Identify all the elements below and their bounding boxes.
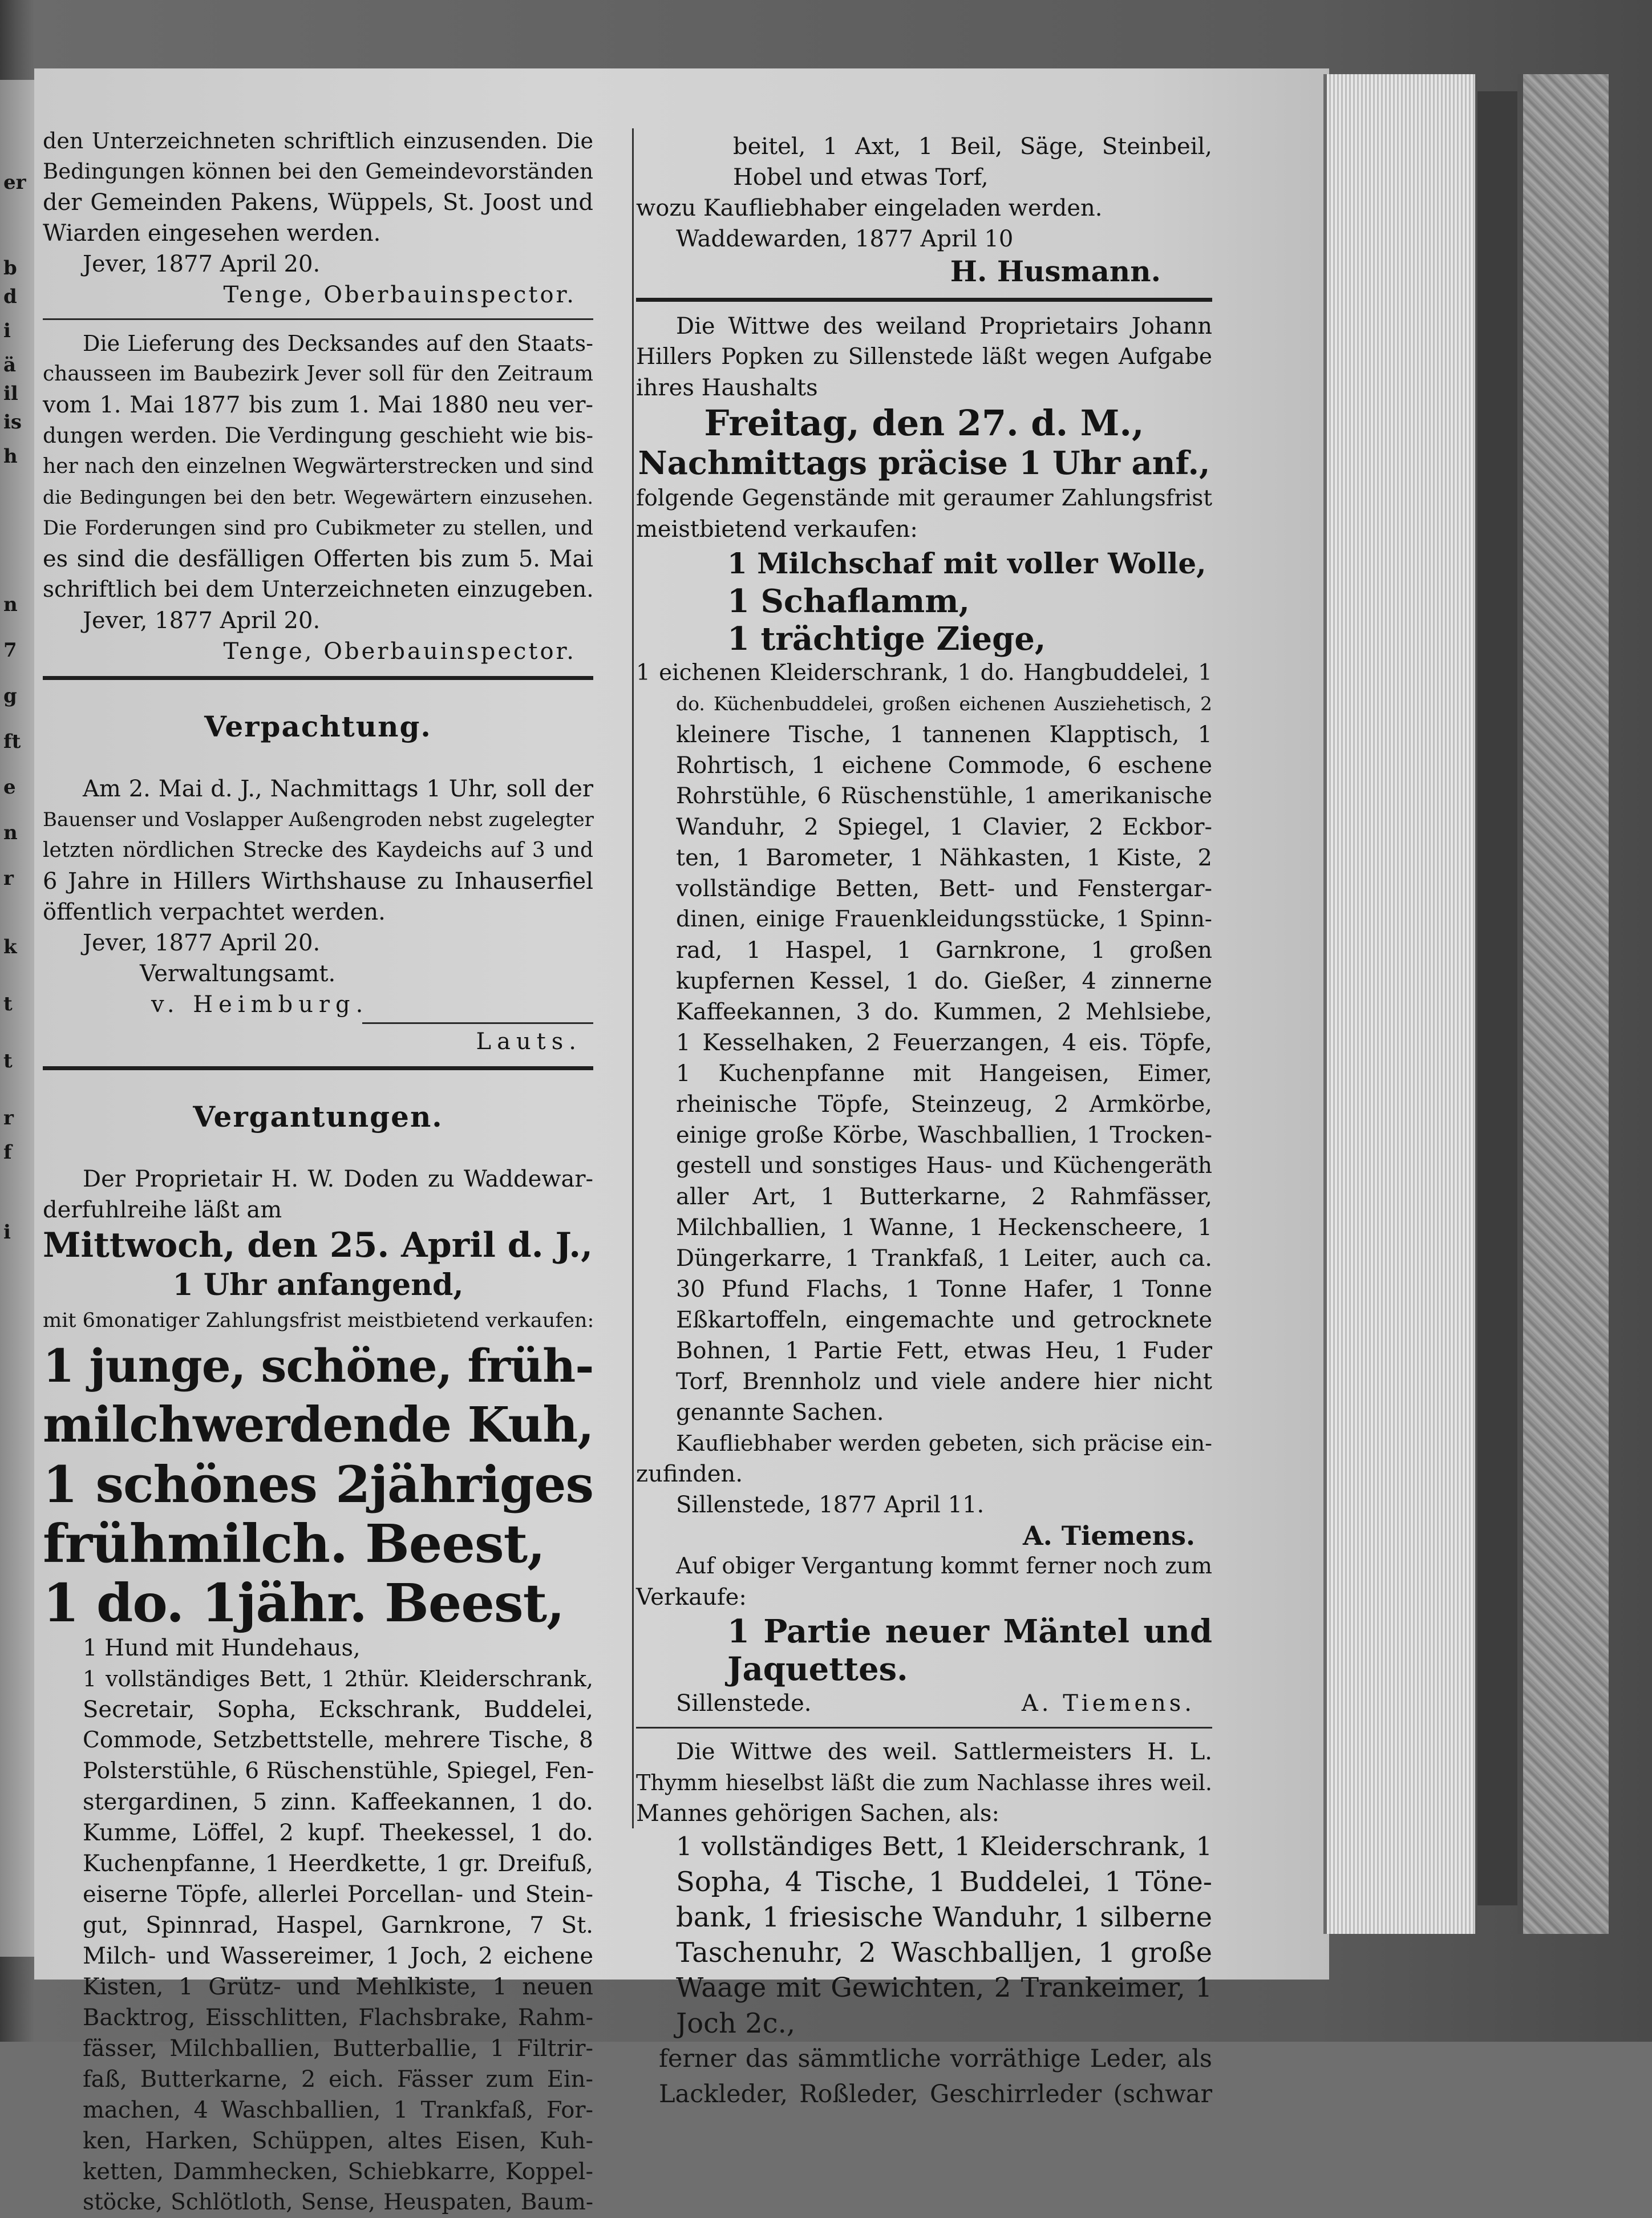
text-line: Thymm hieselbst läßt die zum Nachlasse ihres weil.	[636, 1770, 1212, 1795]
item-line: Backtrog, Eisschlitten, Flachsbrake, Rahm-	[83, 2005, 593, 2031]
auction-item-large: 1 Schaflamm,	[727, 582, 970, 620]
item-line: bank, 1 friesische Wanduhr, 1 silberne	[676, 1901, 1212, 1933]
margin-fragment: er	[3, 171, 26, 194]
item-line: 1 Kuchenpfanne mit Hangeisen, Eimer,	[676, 1061, 1212, 1087]
margin-fragment: f	[3, 1141, 12, 1164]
item-line: Taschenuhr, 2 Waschballjen, 1 große	[676, 1937, 1212, 1969]
item-line: ketten, Dammhecken, Schiebkarre, Koppel-	[83, 2159, 593, 2185]
text-line: Die Wittwe des weiland Proprietairs Johann	[676, 313, 1212, 339]
item-line: gut, Spinnrad, Haspel, Garnkrone, 7 St.	[83, 1912, 593, 1938]
item-line: einige große Körbe, Waschballien, 1 Trocken-	[676, 1122, 1212, 1148]
item-line: Hobel und etwas Torf,	[733, 164, 989, 191]
item-line: Sopha, 4 Tische, 1 Buddelei, 1 Töne-	[676, 1866, 1212, 1898]
text-line: Kaufliebhaber werden gebeten, sich präcise ein-	[676, 1431, 1212, 1456]
dateline: Sillenstede.	[676, 1690, 812, 1717]
notice-vergantung-popken	[636, 311, 1212, 1551]
margin-fragment: 7	[3, 639, 17, 662]
dateline: Waddewarden, 1877 April 10	[676, 226, 1014, 252]
item-line: aller Art, 1 Butterkarne, 2 Rahmfässer,	[676, 1184, 1212, 1210]
margin-fragment: h	[3, 445, 18, 468]
signature: Lauts.	[476, 1029, 582, 1055]
office-name: Verwaltungsamt.	[140, 961, 336, 987]
column-divider	[632, 128, 634, 1828]
margin-fragment: r	[3, 867, 14, 890]
text-line: öffentlich verpachtet werden.	[43, 899, 386, 925]
auction-terms: mit 6monatiger Zahlungsfrist meistbietend verkaufen:	[43, 1309, 594, 1332]
text-line: die Bedingungen bei den betr. Wegewärtern einzusehen.	[43, 486, 593, 508]
notice-continuation-husmann	[636, 131, 1212, 289]
item-line: 1 vollständiges Bett, 1 Kleiderschrank, 1	[676, 1831, 1212, 1861]
item-line: machen, 4 Waschballien, 1 Trankfaß, For-	[83, 2097, 593, 2123]
item-line: rheinische Töpfe, Steinzeug, 2 Armkörbe,	[676, 1091, 1212, 1118]
text-line: derfuhlreihe läßt am	[43, 1197, 282, 1223]
text-line: Bauenser und Voslapper Außengroden nebst zugelegter	[43, 808, 594, 831]
text-line: Am 2. Mai d. J., Nachmittags 1 Uhr, soll der	[83, 776, 593, 802]
margin-fragment: r	[3, 1107, 14, 1130]
item-line: Bohnen, 1 Partie Fett, etwas Heu, 1 Fuder	[676, 1338, 1212, 1364]
item-line: Rohrstühle, 6 Rüschenstühle, 1 amerikanische	[676, 783, 1212, 809]
item-line: eiserne Töpfe, allerlei Porcellan- und Stein-	[83, 1881, 593, 1908]
signature: v. Heimburg.	[151, 991, 369, 1018]
text-line: letzten nördlichen Strecke des Kaydeichs auf 3 und	[43, 839, 593, 862]
dateline: Jever, 1877 April 20.	[83, 608, 321, 634]
signature: Tenge, Oberbauinspector.	[223, 638, 576, 665]
text-line: es sind die desfälligen Offerten bis zum 5. Mai	[43, 546, 593, 572]
item-line: 1 eichenen Kleiderschrank, 1 do. Hangbuddelei, 1	[636, 660, 1212, 686]
item-line: Secretair, Sopha, Eckschrank, Buddelei,	[83, 1697, 593, 1723]
section-heading: Vergantungen.	[193, 1100, 443, 1134]
item-line: 1 Kesselhaken, 2 Feuerzangen, 4 eis. Töpfe,	[676, 1030, 1212, 1056]
signature-rule	[362, 1022, 593, 1024]
item-line: Eßkartoffeln, eingemachte und getrocknete	[676, 1307, 1212, 1333]
notice-verpachtung	[43, 709, 593, 1057]
item-line: Torf, Brennholz und viele andere hier nicht	[676, 1369, 1212, 1395]
signature: A. Tiemens.	[1021, 1690, 1195, 1717]
notice-divider	[636, 1727, 1212, 1729]
text-line: Auf obiger Vergantung kommt ferner noch zum	[676, 1553, 1212, 1579]
page-stack-edge	[1323, 74, 1475, 1934]
book-cover-marbled	[1517, 74, 1609, 1934]
right-column	[636, 131, 1212, 2112]
auction-item-large: 1 Partie neuer Mäntel und	[727, 1613, 1212, 1650]
signature: A. Tiemens.	[1023, 1520, 1195, 1551]
item-line: Milch- und Wassereimer, 1 Joch, 2 eichene	[83, 1943, 593, 1969]
notice-nachlass-thymm	[636, 1737, 1212, 2112]
auction-date: Mittwoch, den 25. April d. J.,	[43, 1225, 593, 1265]
notice-divider	[43, 1066, 593, 1070]
text-line: ihres Haushalts	[636, 375, 818, 401]
item-line: Kumme, Löffel, 2 kupf. Theekessel, 1 do.	[83, 1820, 593, 1846]
item-line: 30 Pfund Flachs, 1 Tonne Hafer, 1 Tonne	[676, 1276, 1212, 1302]
margin-fragment: is	[3, 411, 22, 434]
notice-decksand-lieferung	[43, 328, 593, 667]
notice-divider	[43, 676, 593, 680]
margin-fragment: b	[3, 257, 17, 280]
margin-fragment: e	[3, 776, 16, 799]
item-line: gestell und sonstiges Haus- und Küchengeräth	[676, 1153, 1212, 1179]
text-line: Die Forderungen sind pro Cubikmeter zu stellen, und	[43, 517, 593, 540]
item-line: Kaffeekannen, 3 do. Kummen, 2 Mehlsiebe,	[676, 999, 1212, 1025]
text-line: Lackleder, Roßleder, Geschirrleder (schwar	[659, 2080, 1212, 2108]
section-heading: Verpachtung.	[204, 710, 432, 743]
margin-fragment: k	[3, 936, 17, 958]
notice-divider	[43, 318, 593, 320]
item-line: Polsterstühle, 6 Rüschenstühle, Spiegel, Fen-	[83, 1758, 594, 1784]
auction-item-large: milchwerdende Kuh,	[43, 1397, 594, 1454]
auction-item-large: 1 Milchschaf mit voller Wolle,	[727, 547, 1206, 580]
item-line: kupfernen Kessel, 1 do. Gießer, 4 zinnerne	[676, 968, 1212, 994]
margin-fragment: ä	[3, 354, 17, 377]
dateline: Sillenstede, 1877 April 11.	[676, 1492, 985, 1518]
text-line: schriftlich bei dem Unterzeichneten einzugeben.	[43, 577, 594, 602]
text-line: chausseen im Baubezirk Jever soll für den Zeitraum	[43, 362, 593, 386]
text-line: Bedingungen können bei den Gemeindevorständen	[43, 159, 593, 184]
item-line: dinen, einige Frauenkleidungsstücke, 1 Spinn-	[676, 906, 1212, 932]
text-line: Wiarden eingesehen werden.	[43, 220, 381, 246]
margin-fragment: d	[3, 285, 17, 308]
item-line: Commode, Setzbettstelle, mehrere Tische, 8	[83, 1727, 593, 1753]
item-line: Kisten, 1 Grütz- und Mehlkiste, 1 neuen	[83, 1974, 593, 2000]
item-line: Düngerkarre, 1 Trankfaß, 1 Leiter, auch ca.	[676, 1245, 1212, 1272]
item-line: genannte Sachen.	[676, 1399, 884, 1426]
auction-item-large: 1 junge, schöne, früh-	[43, 1339, 594, 1393]
margin-fragment: t	[3, 993, 13, 1015]
signature: H. Husmann.	[950, 254, 1161, 288]
auction-item-large: 1 do. 1jähr. Beest,	[43, 1572, 565, 1634]
text-line: Hillers Popken zu Sillenstede läßt wegen Aufgabe	[636, 344, 1212, 370]
notice-vergantung-doden	[43, 1099, 593, 2218]
auction-terms: folgende Gegenstände mit geraumer Zahlungsfrist	[636, 485, 1212, 511]
notice-divider	[636, 298, 1212, 302]
text-line: Die Lieferung des Decksandes auf den Staats-	[83, 331, 593, 356]
auction-date: Freitag, den 27. d. M.,	[704, 402, 1144, 444]
item-line: kleinere Tische, 1 tannenen Klapptisch, 1	[676, 722, 1212, 748]
margin-fragment: n	[3, 821, 18, 844]
item-line: do. Küchenbuddelei, großen eichenen Ausziehetisch, 2	[676, 693, 1212, 715]
text-line: wozu Kaufliebhaber eingeladen werden.	[636, 195, 1103, 221]
item-line: fässer, Milchballien, Butterballie, 1 Filtrir-	[83, 2035, 593, 2062]
margin-fragment: t	[3, 1050, 13, 1072]
item-line: vollständige Betten, Bett- und Fenstergar-	[676, 876, 1212, 902]
text-line: den Unterzeichneten schriftlich einzusenden. Die	[43, 128, 593, 153]
book-spine-shadow	[1477, 91, 1517, 1905]
notice-deck-sand-bedingungen	[43, 126, 593, 310]
margin-fragment: ft	[3, 730, 21, 753]
dateline: Jever, 1877 April 20.	[83, 930, 321, 956]
item-line: Joch 2c.,	[676, 2007, 796, 2039]
auction-item-large: Jaquettes.	[727, 1650, 908, 1688]
item-line: Kuchenpfanne, 1 Heerdkette, 1 gr. Dreifuß,	[83, 1851, 593, 1877]
text-line: Mannes gehörigen Sachen, als:	[636, 1800, 999, 1827]
text-line: vom 1. Mai 1877 bis zum 1. Mai 1880 neu ver-	[43, 392, 593, 418]
text-line: 6 Jahre in Hillers Wirthshause zu Inhauserfiel	[43, 868, 593, 895]
auction-item-large: 1 schönes 2jähriges	[43, 1455, 593, 1514]
text-line: Die Wittwe des weil. Sattlermeisters H. L.	[676, 1739, 1212, 1765]
item-line: beitel, 1 Axt, 1 Beil, Säge, Steinbeil,	[733, 133, 1212, 160]
text-line: her nach den einzelnen Wegwärterstrecken und sind	[43, 455, 594, 478]
text-line: Verkaufe:	[636, 1584, 747, 1610]
auction-item-large: 1 trächtige Ziege,	[727, 620, 1046, 658]
auction-item-large: frühmilch. Beest,	[43, 1513, 545, 1575]
item-line: stergardinen, 5 zinn. Kaffeekannen, 1 do.	[83, 1789, 593, 1815]
margin-fragment: g	[3, 685, 17, 707]
text-line: Der Proprietair H. W. Doden zu Waddewar-	[83, 1166, 593, 1192]
item-line: ken, Harken, Schüppen, altes Eisen, Kuh-	[83, 2128, 593, 2154]
item-line: rad, 1 Haspel, 1 Garnkrone, 1 großen	[676, 937, 1212, 964]
text-line: zufinden.	[636, 1461, 743, 1487]
auction-time: 1 Uhr anfangend,	[172, 1268, 464, 1302]
auction-terms: meistbietend verkaufen:	[636, 516, 918, 543]
text-line: der Gemeinden Pakens, Wüppels, St. Joost und	[43, 189, 593, 216]
text-line: ferner das sämmtliche vorräthige Leder, als	[659, 2045, 1212, 2073]
dateline: Jever, 1877 April 20.	[83, 251, 321, 277]
left-column	[43, 126, 593, 2218]
item-line: ten, 1 Barometer, 1 Nähkasten, 1 Kiste, 2	[676, 845, 1212, 871]
item-line: 1 vollständiges Bett, 1 2thür. Kleiderschrank,	[83, 1666, 593, 1691]
margin-fragment: il	[3, 382, 18, 405]
item-line: 1 Hund mit Hundehaus,	[83, 1635, 361, 1661]
auction-time: Nachmittags präcise 1 Uhr anf.,	[638, 444, 1210, 482]
margin-fragment: i	[3, 1221, 11, 1244]
item-line: Wanduhr, 2 Spiegel, 1 Clavier, 2 Eckbor-	[676, 814, 1212, 840]
signature: Tenge, Oberbauinspector.	[223, 282, 576, 308]
item-line: Milchballien, 1 Wanne, 1 Heckenscheere, 1	[676, 1215, 1212, 1241]
item-line: faß, Butterkarne, 2 eich. Fässer zum Ein-	[83, 2066, 593, 2092]
item-line: Waage mit Gewichten, 2 Trankeimer, 1	[676, 1972, 1212, 2004]
item-line: Rohrtisch, 1 eichene Commode, 6 eschene	[676, 752, 1212, 779]
item-line: stöcke, Schlötloth, Sense, Heuspaten, Baum-	[83, 2189, 593, 2215]
left-margin-fragments	[0, 80, 40, 1957]
text-line: dungen werden. Die Verdingung geschieht wie bis-	[43, 423, 593, 448]
signature-row	[636, 1688, 1212, 1719]
margin-fragment: n	[3, 593, 18, 616]
margin-fragment: i	[3, 319, 11, 342]
notice-addendum-maentel	[636, 1551, 1212, 1719]
